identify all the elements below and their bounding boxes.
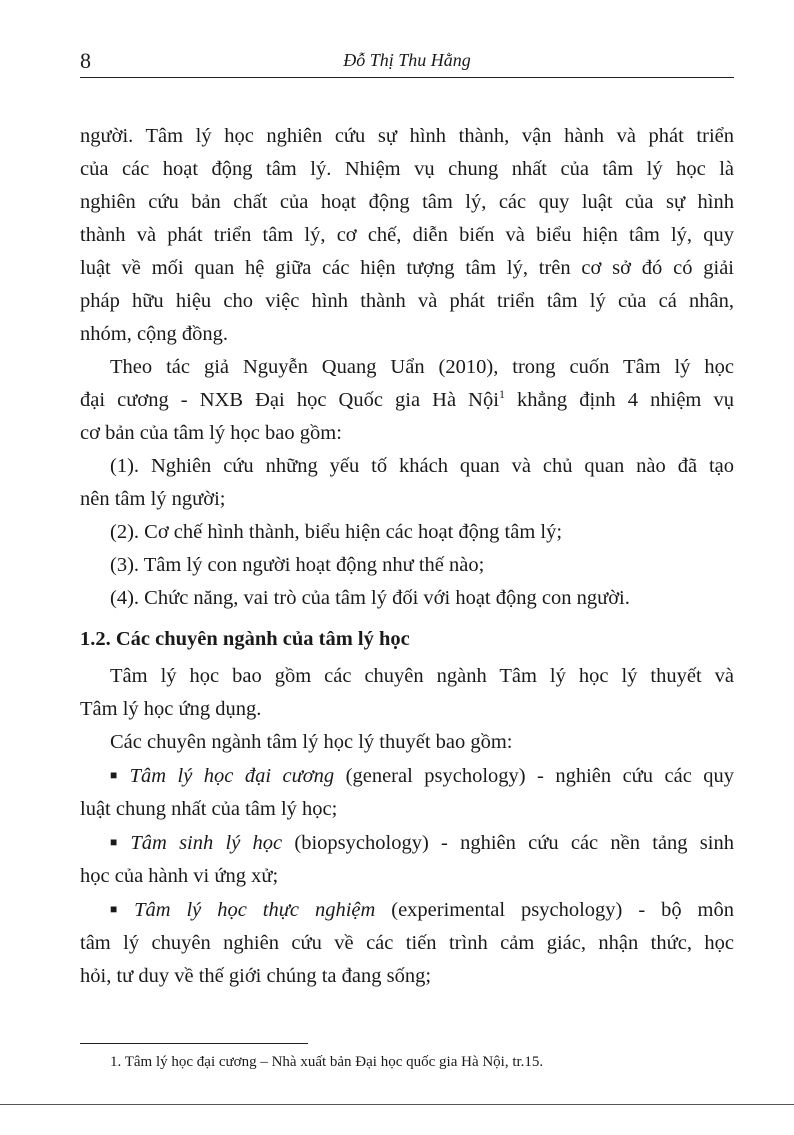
page-number: 8 bbox=[80, 48, 91, 73]
text-line: luật chung nhất của tâm lý học; bbox=[80, 798, 338, 820]
bullet-item-general-psychology bbox=[80, 759, 734, 793]
bullet-item-experimental-psychology bbox=[80, 893, 734, 927]
citation-text: đại cương - NXB Đại học Quốc gia Hà Nội bbox=[80, 389, 499, 411]
paragraph-author-citation bbox=[80, 351, 734, 450]
text-line: cơ bản của tâm lý học bao gồm: bbox=[80, 422, 342, 444]
bullet-item-biopsychology bbox=[80, 826, 734, 860]
page-bottom-edge bbox=[0, 1104, 794, 1105]
body-text bbox=[80, 120, 734, 993]
text-line: của các hoạt động tâm lý. Nhiệm vụ chung nhất của tâm lý học là bbox=[80, 158, 734, 180]
bullet-desc: (general psychology) - nghiên cứu các quy bbox=[334, 765, 735, 787]
citation-text-cont: khẳng định 4 nhiệm vụ bbox=[504, 389, 734, 411]
square-bullet-icon: ■ bbox=[110, 768, 124, 782]
section-heading: 1.2. Các chuyên ngành của tâm lý học bbox=[80, 628, 410, 650]
bullet-term: Tâm lý học đại cương bbox=[129, 765, 335, 787]
running-head-author: Đỗ Thị Thu Hằng bbox=[343, 50, 471, 70]
section-body bbox=[80, 660, 734, 993]
footnote-reference: 1 bbox=[498, 387, 505, 401]
task-item-1: (1). Nghiên cứu những yếu tố khách quan và chủ quan nào đã tạo bbox=[110, 455, 734, 477]
text-line: học của hành vi ứng xử; bbox=[80, 865, 279, 887]
task-list bbox=[80, 450, 734, 615]
paragraph-psychology-tasks bbox=[80, 120, 734, 351]
text-line: người. Tâm lý học nghiên cứu sự hình thành, vận hành và phát triển bbox=[80, 125, 734, 147]
text-line: hỏi, tư duy về thế giới chúng ta đang sống; bbox=[80, 965, 432, 987]
bullet-term: Tâm lý học thực nghiệm bbox=[134, 899, 376, 921]
text-line: nhóm, cộng đồng. bbox=[80, 323, 229, 345]
task-item-3: (3). Tâm lý con người hoạt động như thế nào; bbox=[110, 554, 485, 576]
footnote: 1. Tâm lý học đại cương – Nhà xuất bản Đại học quốc gia Hà Nội, tr.15. bbox=[110, 1054, 544, 1070]
text-line: Tâm lý học ứng dụng. bbox=[80, 698, 262, 720]
bullet-term: Tâm sinh lý học bbox=[130, 832, 283, 854]
text-line bbox=[80, 384, 734, 417]
task-item-1-cont: nên tâm lý người; bbox=[80, 488, 226, 510]
bullet-desc: (biopsychology) - nghiên cứu các nền tảng sinh bbox=[282, 832, 734, 854]
footnote-rule bbox=[80, 1043, 308, 1044]
header-rule bbox=[80, 77, 734, 78]
square-bullet-icon: ■ bbox=[110, 902, 129, 916]
task-item-2: (2). Cơ chế hình thành, biểu hiện các hoạt động tâm lý; bbox=[110, 521, 563, 543]
text-line: tâm lý chuyên nghiên cứu về các tiến trình cảm giác, nhận thức, học bbox=[80, 932, 734, 954]
page-header bbox=[80, 46, 734, 76]
text-line: luật về mối quan hệ giữa các hiện tượng tâm lý, trên cơ sở đó có giải bbox=[80, 257, 734, 279]
text-line: Các chuyên ngành tâm lý học lý thuyết bao gồm: bbox=[110, 731, 513, 753]
square-bullet-icon: ■ bbox=[110, 835, 125, 849]
text-line: pháp hữu hiệu cho việc hình thành và phát triển tâm lý của cá nhân, bbox=[80, 290, 734, 312]
text-line: Theo tác giả Nguyễn Quang Uẩn (2010), trong cuốn Tâm lý học bbox=[110, 356, 734, 378]
task-item-4: (4). Chức năng, vai trò của tâm lý đối với hoạt động con người. bbox=[110, 587, 630, 609]
bullet-desc: (experimental psychology) - bộ môn bbox=[375, 899, 734, 921]
text-line: thành và phát triển tâm lý, cơ chế, diễn biến và biểu hiện tâm lý, quy bbox=[80, 224, 734, 246]
text-line: nghiên cứu bản chất của hoạt động tâm lý, các quy luật của sự hình bbox=[80, 191, 734, 213]
text-line: Tâm lý học bao gồm các chuyên ngành Tâm lý học lý thuyết và bbox=[110, 665, 734, 687]
